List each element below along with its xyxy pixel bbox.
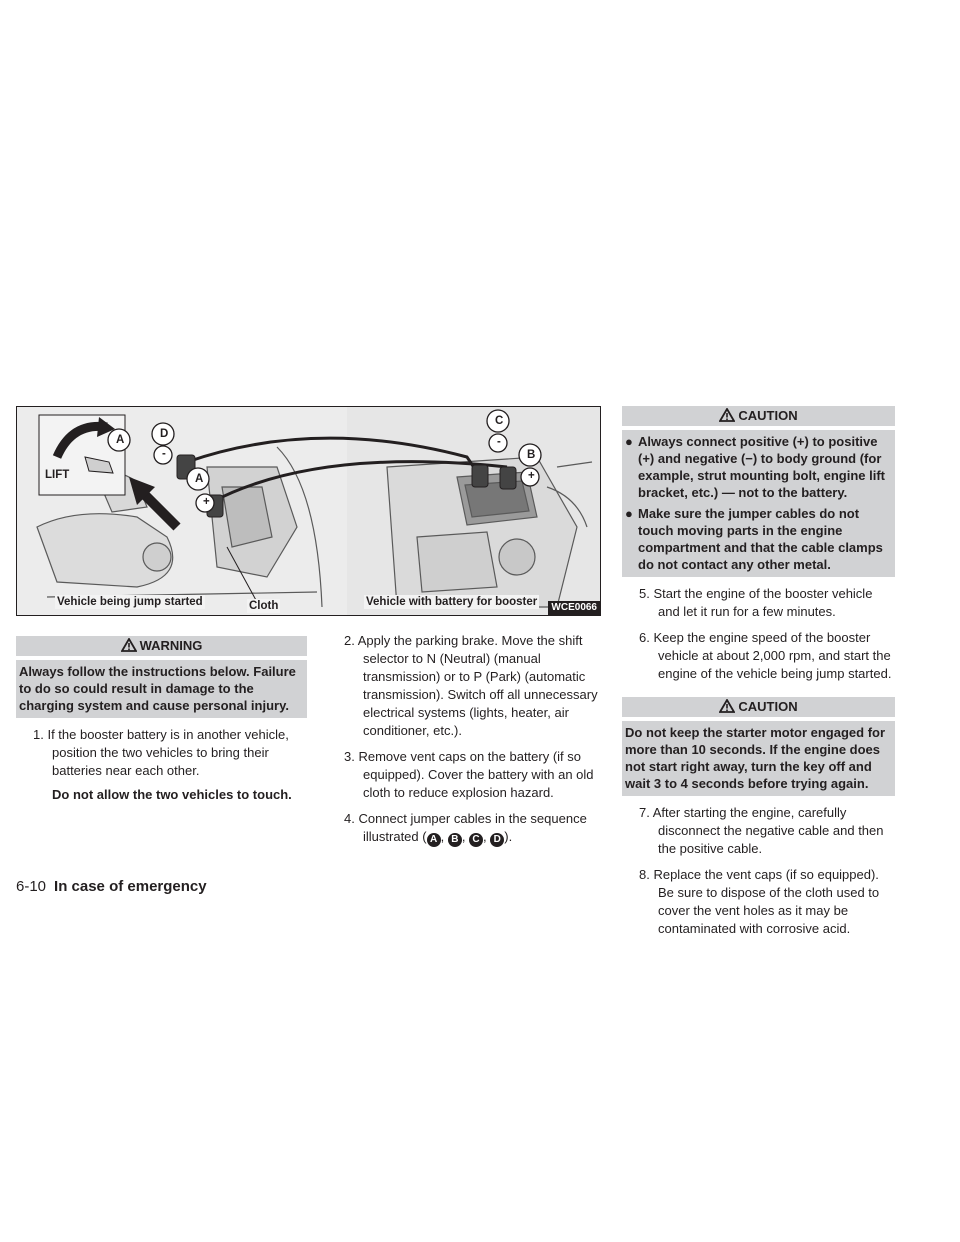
engine-bay-drawing — [17, 407, 600, 615]
step-5: 5. Start the engine of the booster vehicle and let it run for a few minutes. — [639, 586, 873, 619]
label-plus-right: + — [528, 470, 535, 482]
column-right — [622, 406, 895, 938]
figure-code: WCE0066 — [548, 601, 600, 615]
warning-title: WARNING — [139, 638, 203, 653]
warning-text: Always follow the instructions below. Failure to do so could result in damage to the charging system and cause personal injury. — [16, 660, 307, 718]
circle-c: C — [469, 833, 483, 847]
label-a-inset: A — [116, 434, 125, 446]
label-lift: LIFT — [45, 469, 70, 481]
warning-triangle-icon — [121, 638, 137, 658]
step-4-end: ). — [504, 829, 513, 844]
page-footer — [16, 878, 207, 896]
circle-b: B — [448, 833, 462, 847]
label-d: D — [160, 428, 169, 440]
circle-d: D — [490, 833, 504, 847]
step-4-text: 4. Connect jumper cables in the sequence illustrated ( — [344, 811, 587, 844]
caution-bullet: ● Always connect positive (+) to positive (+) and negative (−) to body ground (for example, strut mounting bolt, engine lift bracket, etc.) — not to the battery. — [625, 434, 886, 500]
section-title: In case of emergency — [54, 878, 207, 895]
label-vehicle-booster: Vehicle with battery for booster — [366, 596, 538, 608]
label-minus-right: - — [497, 436, 501, 448]
label-minus-left: - — [162, 448, 166, 460]
label-a-main: A — [195, 473, 204, 485]
label-c: C — [495, 415, 504, 427]
label-cloth: Cloth — [249, 600, 279, 612]
step-1: 1. If the booster battery is in another vehicle, position the two vehicles to bring their batteries near each other. — [33, 727, 289, 778]
step-7: 7. After starting the engine, carefully disconnect the negative cable and then the positive cable. — [639, 805, 884, 856]
label-b: B — [527, 449, 536, 461]
step-6: 6. Keep the engine speed of the booster vehicle at about 2,000 rpm, and start the engine of the vehicle being jump started. — [639, 630, 892, 681]
step-3: 3. Remove vent caps on the battery (if so equipped). Cover the battery with an old cloth to reduce explosion hazard. — [344, 749, 594, 800]
label-vehicle-jumped: Vehicle being jump started — [57, 596, 203, 608]
caution-body-1 — [622, 430, 895, 577]
column-middle — [327, 628, 603, 847]
step-1-bold: Do not allow the two vehicles to touch. — [52, 787, 292, 802]
warning-heading — [16, 636, 307, 656]
caution-title-2: CAUTION — [738, 699, 798, 714]
caution-heading-2 — [622, 697, 895, 717]
column-left — [16, 636, 307, 804]
step-2: 2. Apply the parking brake. Move the shift selector to N (Neutral) (manual transmission) or to P (Park) (automatic transmission). Switch off all unnecessary electrical systems (lights, heater, air conditioner, etc.). — [344, 633, 598, 738]
step-8: 8. Replace the vent caps (if so equipped). Be sure to dispose of the cloth used to cover the vent holes as it may be contaminated with corrosive acid. — [639, 867, 880, 936]
caution-heading-1 — [622, 406, 895, 426]
label-plus-left: + — [203, 496, 210, 508]
jump-start-illustration — [16, 406, 601, 616]
page-number: 6-10 — [16, 878, 47, 895]
circle-a: A — [427, 833, 441, 847]
caution-bullet: ● Make sure the jumper cables do not touch moving parts in the engine compartment and that the cable clamps do not contact any other metal. — [625, 506, 883, 572]
caution-title-1: CAUTION — [738, 408, 798, 423]
step-4: 4. Connect jumper cables in the sequence illustrated ( A , B , C , D ). — [344, 811, 587, 845]
caution-text-2: Do not keep the starter motor engaged for more than 10 seconds. If the engine does not start right away, turn the key off and wait 3 to 4 seconds before trying again. — [622, 721, 895, 796]
warning-triangle-icon — [719, 408, 735, 428]
warning-triangle-icon — [719, 699, 735, 719]
